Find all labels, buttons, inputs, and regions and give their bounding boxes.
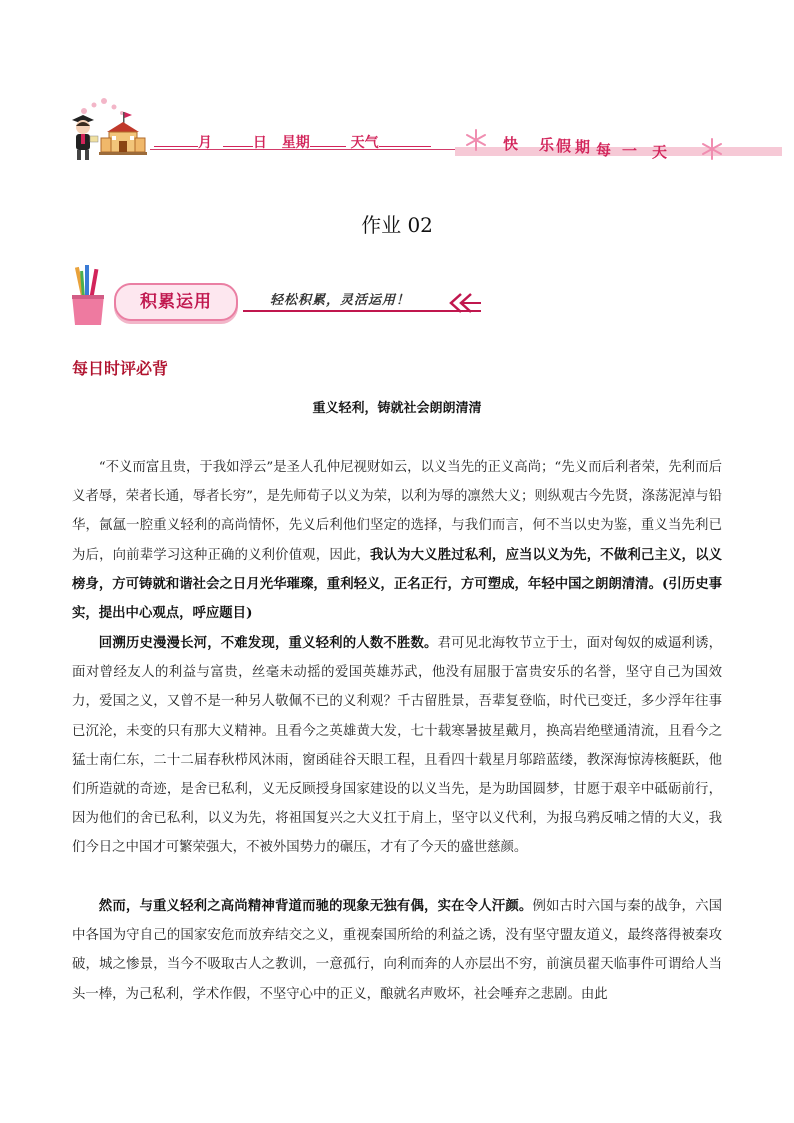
motto-char: 天 (652, 143, 668, 161)
weather-label: 天气 (350, 135, 379, 151)
student-graduate-icon (66, 112, 100, 162)
paragraph-text: 君可见北海牧节立于士，面对匈奴的威逼利诱，面对曾经友人的利益与富贵，丝毫未动摇的爱国英雄苏武，他没有屈服于富贵安乐的名誉，坚守自己为国效力，爱国之义，又曾不是一种另人敬佩不已的义利观？千古留胜景，吾辈复登临，时代已变迁，多少浮年往事已沉沦，未变的只有那大义精神。且看今之英雄黄大发，七十载寒暑披星戴月，换高岩绝壁通清流，且看今之猛士南仁东，二十二届春秋栉风沐雨，窗函硅谷天眼工程，且看四十载星月邬踣蓝缕，教深海惊涛核艇跃，他们所造就的奇迹，是舍已私利，义无反顾授身国家建设的以义当先，是为助国圆梦，甘愿于艰辛中砥砺前行，因为他们的舍已私利，以义为先，将祖国复兴之大义扛于肩上，坚守以义代利，为报乌鸦反哺之情的大义，我们今日之中国才可繁荣强大，不被外国势力的碾压，才有了今天的盛世慈颜。 (72, 636, 723, 856)
school-building-icon (99, 112, 147, 156)
motto-char: 假 (556, 137, 572, 155)
paragraph-emphasis: 回溯历史漫漫长河，不难发现，重义轻利的人数不胜数。 (98, 635, 438, 651)
double-arrow-left-icon (447, 292, 483, 314)
snowflake-icon (464, 128, 488, 152)
motto-char: 快 (503, 135, 519, 153)
snowflake-icon (700, 137, 724, 161)
section-slogan: 轻松积累，灵活运用！ (270, 293, 411, 308)
motto-char: 每 (596, 141, 612, 159)
weekday-label: 星期 (281, 135, 310, 151)
pencil-cup-icon (70, 265, 106, 327)
slogan-underline (243, 310, 481, 312)
weekday-blank[interactable] (310, 132, 346, 147)
date-fields (154, 132, 431, 152)
motto-char: 一 (622, 142, 638, 160)
section-badge-label: 积累运用 (140, 292, 212, 312)
paragraph-emphasis: 然而，与重义轻利之高尚精神背道而驰的现象无独有偶，实在令人汗颜。 (98, 898, 533, 914)
day-label: 日 (252, 135, 267, 151)
page-title: 作业 02 (361, 213, 433, 237)
essay-paragraph (72, 892, 722, 1009)
paragraph-text: “不义而富且贵，于我如浮云”是圣人孔仲尼视财如云，以义当先的正义高尚；“先义而后利者荣，先利而后义者辱，荣者长通，辱者长穷”，是先师荀子以义为荣，以利为辱的凛然大义；则纵观古今先贤，涤荡泥淖与铅华，氤氲一腔重义轻利的高尚情怀，先义后利他们坚定的选择，与我们而言，何不当以史为鉴，重义当先利已为后，向前辈学习这种正确的义利价值观，因此， (72, 460, 722, 563)
motto-char: 期 (575, 138, 591, 156)
essay-paragraph (72, 629, 722, 863)
essay-paragraph (72, 453, 722, 628)
essay-title: 重义轻利，铸就社会朗朗清清 (312, 401, 482, 416)
sub-heading: 每日时评必背 (72, 359, 169, 378)
section-badge (114, 283, 238, 321)
paragraph-emphasis: 我认为大义胜过私利，应当以义为先，不做利己主义，以义榜身，方可铸就和谐社会之日月光华璀璨，重利轻义，正名正行，方可塑成，年轻中国之朗朗清清。(引历史事实，提出中心观点，呼应题目) (72, 546, 723, 622)
motto-char: 乐 (539, 136, 555, 154)
paragraph-text: 例如古时六国与秦的战争，六国中各国为守自己的国家安危而放弃结交之义，重视秦国所给的利益之诱，没有坚守盟友道义，最终落得被秦攻破，城之惨景，当今不吸取古人之教训，一意孤行，向利而奔的人亦层出不穷，前演员翟天临事件可谓给人当头一棒，为己私利，学术作假，不坚守心中的正义，酿就名声败坏，社会唾弃之悲剧。由此 (72, 899, 723, 1002)
weather-blank[interactable] (379, 132, 431, 147)
day-blank[interactable] (223, 132, 253, 147)
month-label: 月 (198, 135, 212, 151)
month-blank[interactable] (154, 132, 198, 147)
